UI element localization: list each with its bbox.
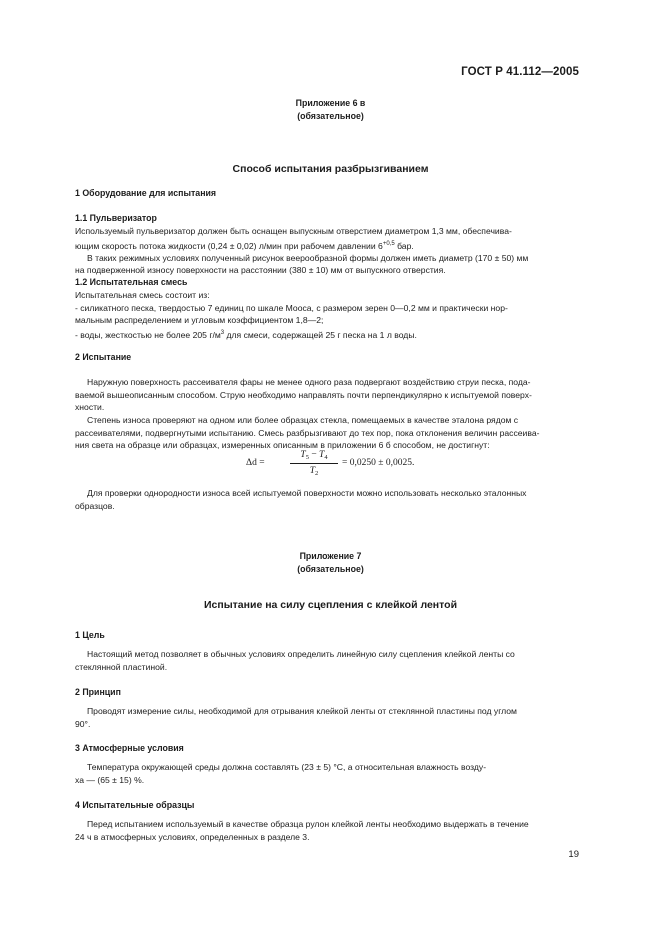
text-line: ваемой вышеописанным способом. Струю необходимо направлять почти перпендикулярно к испытуемой поверх-: [75, 389, 532, 400]
formula-subscript: 4: [324, 454, 328, 461]
pressure-tolerance-superscript: +0,5: [382, 240, 395, 247]
text-line: ха — (65 ± 15) %.: [75, 774, 145, 785]
formula-denominator: [290, 464, 338, 477]
purpose-paragraph: [75, 648, 580, 673]
text-fragment: ющим скорость потока жидкости (0,24 ± 0,02) л/мин при рабочем давлении 6: [75, 240, 383, 251]
appendix7-section3-heading: 3 Атмосферные условия: [75, 743, 184, 753]
formula-subscript: 2: [315, 470, 319, 477]
appendix6-section1-heading: 1 Оборудование для испытания: [75, 188, 217, 198]
unit-superscript: 3: [220, 329, 225, 336]
principle-paragraph: [75, 705, 580, 730]
appendix6-status: (обязательное): [297, 111, 364, 121]
text-line: стеклянной пластиной.: [75, 661, 168, 672]
formula-lhs: Δd =: [246, 458, 265, 468]
mixture-paragraph: [75, 289, 580, 341]
text-line: - силикатного песка, твердостью 7 единиц по шкале Мооса, с размером зерен 0—0,2 мм и практически нор-: [75, 302, 508, 313]
page-number: 19: [568, 849, 579, 860]
appendix7-section2-heading: 2 Принцип: [75, 687, 121, 697]
text-line: мальным распределением и угловым коэффициентом 1,8—2;: [75, 315, 324, 325]
formula-symbol: T: [319, 450, 325, 460]
wear-formula: [240, 450, 480, 482]
formula-fraction: [290, 450, 338, 477]
document-code: ГОСТ Р 41.112—2005: [461, 66, 579, 78]
text-line: Для проверки однородности износа всей испытуемой поверхности можно использовать несколько эталонных: [87, 488, 527, 498]
text-line: на подверженной износу поверхности на расстоянии (380 ± 10) мм от выпускного отверстия.: [75, 265, 446, 276]
formula-symbol: T: [300, 450, 306, 460]
appendix7-label: Приложение 7: [299, 551, 362, 561]
conditions-paragraph: [75, 761, 580, 786]
appendix7-section1-heading: 1 Цель: [75, 630, 105, 640]
formula-rhs: = 0,0250 ± 0,0025.: [342, 458, 415, 468]
text-line: Степень износа проверяют на одном или более образцах стекла, помещаемых в качестве эталона рядом с: [87, 415, 519, 425]
text-line: 24 ч в атмосферных условиях, определенных в разделе 3.: [75, 831, 310, 842]
text-line: образцов.: [75, 500, 115, 511]
text-line: хности.: [75, 402, 105, 412]
formula-operator: −: [308, 450, 320, 460]
appendix7-title: Испытание на силу сцепления с клейкой лентой: [203, 599, 458, 611]
text-fragment: бар.: [394, 240, 414, 251]
appendix6-section2-heading: 2 Испытание: [75, 352, 132, 362]
text-line: Перед испытанием используемый в качестве образца рулон клейкой ленты необходимо выдержать в течение: [87, 819, 529, 829]
test-paragraph-1: [75, 376, 580, 414]
formula-symbol: T: [309, 466, 316, 476]
text-fragment: - воды, жесткостью не более 205 г/м: [75, 329, 221, 340]
text-fragment: для смеси, содержащей 25 г песка на 1 л воды.: [224, 329, 417, 340]
appendix7-status: (обязательное): [297, 564, 364, 574]
text-line: ния света на образце или образцах, измеренных описанным в приложении 6 б способом, не достигнут:: [75, 440, 490, 450]
samples-paragraph: [75, 818, 580, 843]
text-line: Настоящий метод позволяет в обычных условиях определить линейную силу сцепления клейкой ленты со: [87, 649, 515, 659]
text-line: В таких режимных условиях полученный рисунок веерообразной формы должен иметь диаметр (170 ± 50) мм: [87, 252, 529, 263]
text-line: Проводят измерение силы, необходимой для отрывания клейкой ленты от стеклянной пластины под углом: [87, 706, 517, 716]
text-line: Испытательная смесь состоит из:: [75, 290, 210, 300]
text-line: рассеивателями, подвергнутыми испытанию. Смесь разбрызгивают до тех пор, пока отклонения величин рассеива-: [75, 427, 540, 438]
appendix6-section1-2-heading: 1.2 Испытательная смесь: [75, 277, 188, 287]
appendix6-label: Приложение 6 в: [295, 98, 366, 108]
test-paragraph-2: [75, 414, 580, 452]
test-paragraph-3: [75, 487, 580, 512]
text-line: 90°.: [75, 718, 91, 729]
sprayer-paragraph: [75, 225, 580, 277]
text-line: Температура окружающей среды должна составлять (23 ± 5) °С, а относительная влажность возду-: [87, 762, 487, 772]
text-line: Наружную поверхность рассеивателя фары не менее одного раза подвергают воздействию струи песка, пода-: [87, 377, 531, 387]
text-line: [75, 238, 580, 252]
formula-subscript: 5: [305, 454, 309, 461]
text-line: Используемый пульверизатор должен быть оснащен выпускным отверстием диаметром 1,3 мм, обеспечива-: [75, 226, 512, 236]
text-line: [75, 327, 580, 341]
appendix7-section4-heading: 4 Испытательные образцы: [75, 800, 195, 810]
formula-numerator: [290, 450, 338, 464]
appendix6-title: Способ испытания разбрызгиванием: [232, 163, 429, 175]
appendix6-section1-1-heading: 1.1 Пульверизатор: [75, 213, 157, 223]
